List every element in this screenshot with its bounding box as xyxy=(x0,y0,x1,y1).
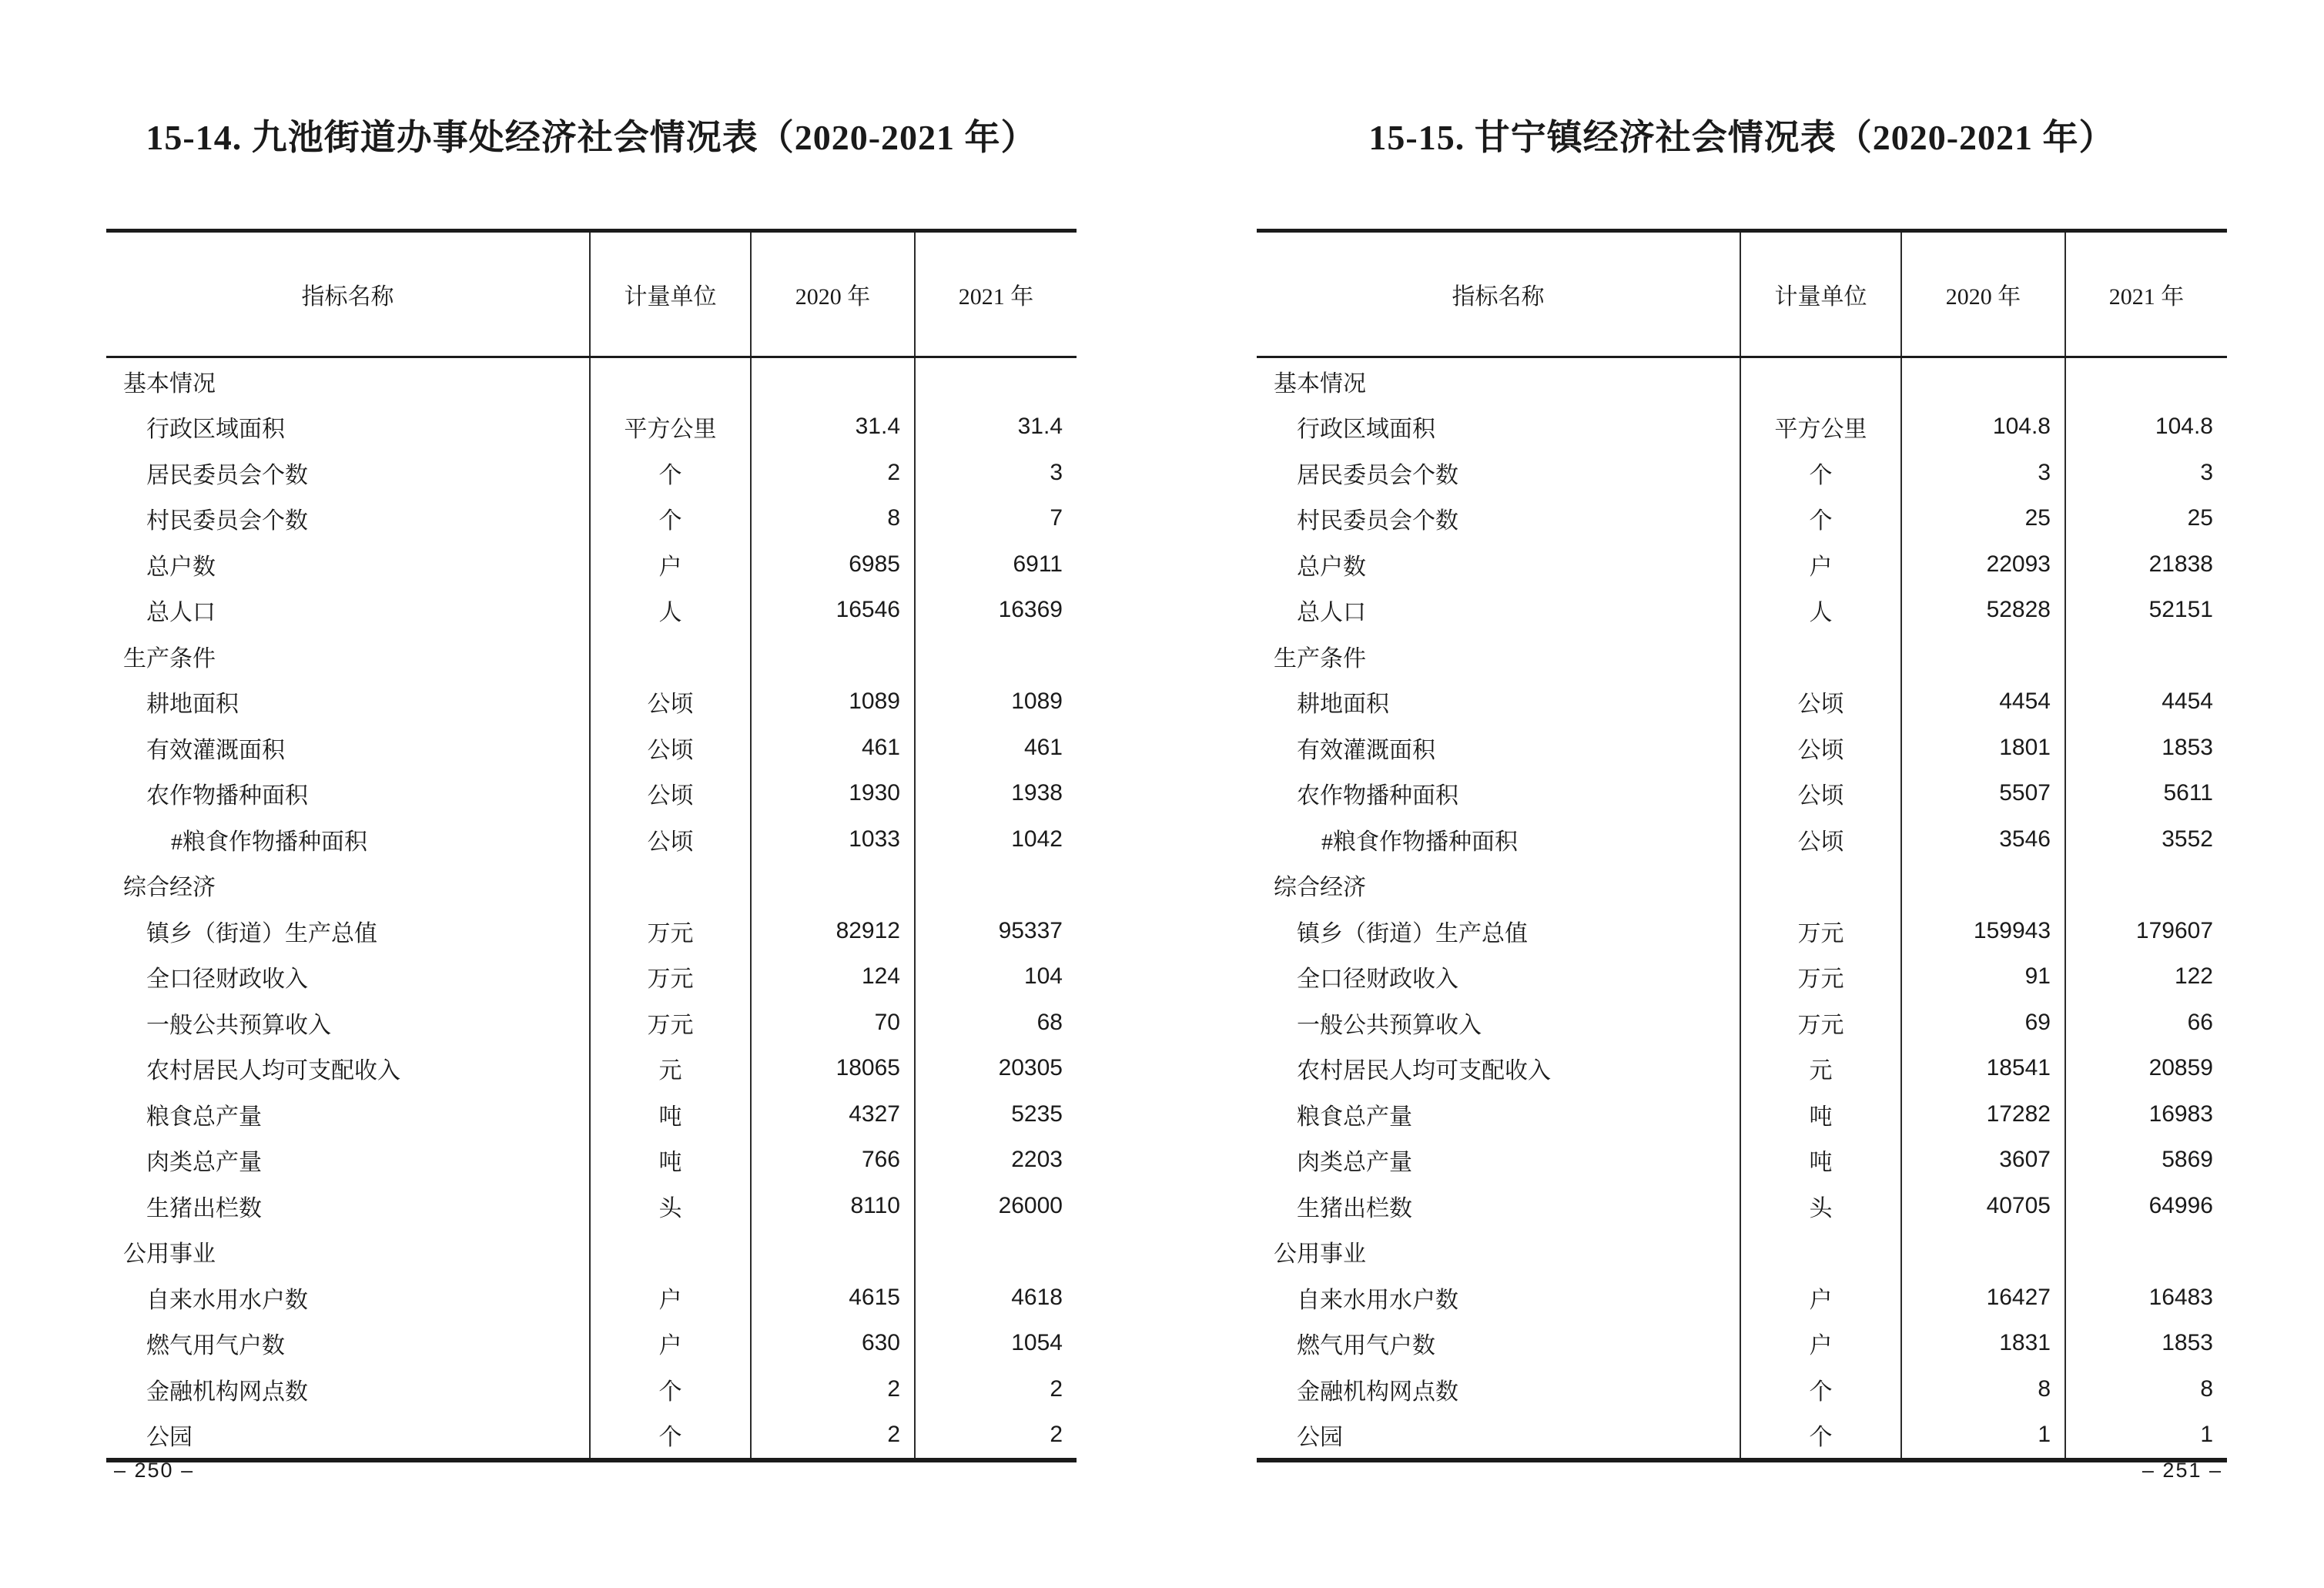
unit-cell xyxy=(589,1229,750,1275)
value-2021: 1042 xyxy=(914,816,1077,863)
value-2021 xyxy=(2064,863,2227,909)
value-2021: 4618 xyxy=(914,1275,1077,1321)
value-2020: 1089 xyxy=(750,679,914,725)
value-2020: 4327 xyxy=(750,1091,914,1137)
value-2021: 122 xyxy=(2064,954,2227,1000)
unit-cell: 公顷 xyxy=(589,771,750,817)
value-2021: 104 xyxy=(914,954,1077,1000)
unit-cell: 公顷 xyxy=(1740,771,1900,817)
value-2020: 17282 xyxy=(1900,1091,2064,1137)
table-row xyxy=(1257,1366,2227,1412)
indicator-label: 总户数 xyxy=(1297,554,1366,580)
indicator-label: 耕地面积 xyxy=(1297,692,1389,718)
table-row xyxy=(1257,908,2227,954)
unit-cell: 万元 xyxy=(1740,908,1900,954)
unit-cell: 平方公里 xyxy=(1740,404,1900,451)
value-2021: 64996 xyxy=(2064,1183,2227,1229)
value-2020: 1930 xyxy=(750,771,914,817)
unit-cell: 个 xyxy=(1740,1412,1900,1459)
table-row xyxy=(106,1366,1077,1412)
value-2020: 2 xyxy=(750,450,914,496)
indicator-label: 总户数 xyxy=(146,554,216,580)
indicator-label: 行政区域面积 xyxy=(1297,417,1435,443)
unit-cell: 个 xyxy=(589,1412,750,1459)
table-row xyxy=(1257,771,2227,817)
table-row xyxy=(106,450,1077,496)
unit-cell xyxy=(589,358,750,404)
indicator-label: 燃气用气户数 xyxy=(1297,1333,1435,1359)
value-2020: 82912 xyxy=(750,908,914,954)
unit-cell: 户 xyxy=(589,1321,750,1367)
page-number: – 251 – xyxy=(2141,1459,2222,1482)
value-2020 xyxy=(750,1229,914,1275)
table-row xyxy=(106,954,1077,1000)
indicator-label: 镇乡（街道）生产总值 xyxy=(1297,920,1528,946)
unit-cell: 户 xyxy=(589,1275,750,1321)
table-row xyxy=(106,1229,1077,1275)
value-2020: 18541 xyxy=(1900,1046,2064,1092)
value-2020: 18065 xyxy=(750,1046,914,1092)
value-2020: 104.8 xyxy=(1900,404,2064,451)
value-2021 xyxy=(2064,1229,2227,1275)
table-row xyxy=(1257,541,2227,588)
value-2021: 16483 xyxy=(2064,1275,2227,1321)
indicator-label: 公园 xyxy=(146,1425,193,1451)
table-row xyxy=(106,1275,1077,1321)
stats-table xyxy=(1257,229,2227,1462)
indicator-label: 有效灌溉面积 xyxy=(1297,737,1435,763)
value-2020 xyxy=(750,863,914,909)
value-2020: 22093 xyxy=(1900,541,2064,588)
value-2020: 3607 xyxy=(1900,1137,2064,1184)
value-2020: 3546 xyxy=(1900,816,2064,863)
table-row xyxy=(106,404,1077,451)
unit-cell: 公顷 xyxy=(589,725,750,771)
value-2021: 25 xyxy=(2064,496,2227,542)
unit-cell: 个 xyxy=(1740,496,1900,542)
value-2020: 70 xyxy=(750,1000,914,1046)
page-title: 15-15. 甘宁镇经济社会情况表（2020-2021 年） xyxy=(1368,118,2115,157)
indicator-label: 肉类总产量 xyxy=(1297,1150,1412,1176)
table-header-row xyxy=(1257,233,2227,358)
value-2020 xyxy=(1900,633,2064,679)
indicator-label: 镇乡（街道）生产总值 xyxy=(146,920,377,946)
value-2021: 4454 xyxy=(2064,679,2227,725)
column-header-2021: 2021 年 xyxy=(914,233,1077,356)
value-2021: 16369 xyxy=(914,588,1077,634)
table-row xyxy=(106,1091,1077,1137)
value-2021: 21838 xyxy=(2064,541,2227,588)
unit-cell: 元 xyxy=(589,1046,750,1092)
value-2020: 2 xyxy=(750,1412,914,1459)
indicator-label: 生产条件 xyxy=(123,645,216,672)
value-2020: 630 xyxy=(750,1321,914,1367)
column-header-2020: 2020 年 xyxy=(1900,233,2064,356)
table-row xyxy=(106,908,1077,954)
table-row xyxy=(1257,496,2227,542)
value-2020: 8 xyxy=(750,496,914,542)
value-2020: 159943 xyxy=(1900,908,2064,954)
indicator-label: 村民委员会个数 xyxy=(1297,508,1458,534)
indicator-label: 公用事业 xyxy=(123,1241,216,1268)
column-header-indicator: 指标名称 xyxy=(1452,284,1545,310)
value-2020: 1 xyxy=(1900,1412,2064,1459)
indicator-label: 有效灌溉面积 xyxy=(146,737,285,763)
unit-cell: 吨 xyxy=(589,1137,750,1184)
unit-cell: 平方公里 xyxy=(589,404,750,451)
value-2021: 1853 xyxy=(2064,1321,2227,1367)
value-2021: 16983 xyxy=(2064,1091,2227,1137)
unit-cell xyxy=(1740,863,1900,909)
indicator-label: 粮食总产量 xyxy=(146,1104,262,1130)
table-row xyxy=(1257,863,2227,909)
indicator-label: 行政区域面积 xyxy=(146,417,285,443)
value-2020: 16427 xyxy=(1900,1275,2064,1321)
unit-cell: 个 xyxy=(1740,450,1900,496)
table-row xyxy=(1257,450,2227,496)
value-2020: 40705 xyxy=(1900,1183,2064,1229)
value-2020 xyxy=(1900,1229,2064,1275)
table-row xyxy=(1257,1321,2227,1367)
indicator-label: 公用事业 xyxy=(1274,1241,1366,1268)
unit-cell: 个 xyxy=(589,496,750,542)
table-row xyxy=(106,1321,1077,1367)
unit-cell: 个 xyxy=(589,450,750,496)
unit-cell xyxy=(589,633,750,679)
table-row xyxy=(1257,633,2227,679)
unit-cell: 公顷 xyxy=(589,679,750,725)
value-2021: 2 xyxy=(914,1366,1077,1412)
page-number: – 250 – xyxy=(114,1459,195,1482)
value-2021: 52151 xyxy=(2064,588,2227,634)
indicator-label: 总人口 xyxy=(146,600,216,626)
indicator-label: 自来水用水户数 xyxy=(1297,1287,1458,1313)
value-2020: 1033 xyxy=(750,816,914,863)
value-2021: 2203 xyxy=(914,1137,1077,1184)
value-2020: 4615 xyxy=(750,1275,914,1321)
indicator-label: 综合经济 xyxy=(1274,875,1366,901)
table-row xyxy=(106,633,1077,679)
value-2021: 1054 xyxy=(914,1321,1077,1367)
value-2020: 124 xyxy=(750,954,914,1000)
unit-cell: 万元 xyxy=(1740,954,1900,1000)
value-2020: 6985 xyxy=(750,541,914,588)
value-2021: 3 xyxy=(914,450,1077,496)
unit-cell: 户 xyxy=(1740,1321,1900,1367)
value-2020: 3 xyxy=(1900,450,2064,496)
indicator-label: 一般公共预算收入 xyxy=(146,1012,331,1038)
unit-cell xyxy=(1740,633,1900,679)
indicator-label: #粮食作物播种面积 xyxy=(171,829,367,855)
table-row xyxy=(106,816,1077,863)
value-2021 xyxy=(2064,633,2227,679)
table-row xyxy=(1257,679,2227,725)
indicator-label: 农作物播种面积 xyxy=(1297,783,1458,809)
table-row xyxy=(1257,1137,2227,1184)
table-row xyxy=(1257,1183,2227,1229)
unit-cell: 元 xyxy=(1740,1046,1900,1092)
column-header-2020: 2020 年 xyxy=(750,233,914,356)
indicator-label: 金融机构网点数 xyxy=(1297,1379,1458,1405)
table-row xyxy=(106,725,1077,771)
indicator-label: 综合经济 xyxy=(123,875,216,901)
value-2021: 5235 xyxy=(914,1091,1077,1137)
value-2020: 25 xyxy=(1900,496,2064,542)
table-row xyxy=(106,771,1077,817)
table-row xyxy=(106,358,1077,404)
value-2021: 1938 xyxy=(914,771,1077,817)
value-2020: 69 xyxy=(1900,1000,2064,1046)
table-row xyxy=(1257,1000,2227,1046)
table-body xyxy=(1257,358,2227,1458)
unit-cell: 头 xyxy=(1740,1183,1900,1229)
indicator-label: 肉类总产量 xyxy=(146,1150,262,1176)
value-2021: 2 xyxy=(914,1412,1077,1459)
column-header-unit: 计量单位 xyxy=(1740,233,1900,356)
table-row xyxy=(1257,954,2227,1000)
indicator-label: 村民委员会个数 xyxy=(146,508,308,534)
value-2021 xyxy=(914,633,1077,679)
page-left xyxy=(106,0,1077,1588)
table-row xyxy=(1257,404,2227,451)
value-2021: 8 xyxy=(2064,1366,2227,1412)
value-2021: 5869 xyxy=(2064,1137,2227,1184)
value-2020 xyxy=(1900,358,2064,404)
table-row xyxy=(1257,1229,2227,1275)
table-row xyxy=(106,496,1077,542)
value-2020: 461 xyxy=(750,725,914,771)
value-2020: 5507 xyxy=(1900,771,2064,817)
unit-cell: 公顷 xyxy=(589,816,750,863)
unit-cell xyxy=(1740,1229,1900,1275)
table-row xyxy=(1257,816,2227,863)
unit-cell: 万元 xyxy=(1740,1000,1900,1046)
value-2021: 20859 xyxy=(2064,1046,2227,1092)
unit-cell: 吨 xyxy=(1740,1137,1900,1184)
page-right xyxy=(1257,0,2227,1588)
value-2020: 91 xyxy=(1900,954,2064,1000)
value-2021: 31.4 xyxy=(914,404,1077,451)
table-row xyxy=(1257,358,2227,404)
value-2021: 3 xyxy=(2064,450,2227,496)
table-row xyxy=(1257,1412,2227,1459)
table-row xyxy=(106,863,1077,909)
table-row xyxy=(106,679,1077,725)
stats-table xyxy=(106,229,1077,1462)
indicator-label: 农村居民人均可支配收入 xyxy=(1297,1058,1551,1084)
table-header-row xyxy=(106,233,1077,358)
value-2021: 1089 xyxy=(914,679,1077,725)
value-2020: 16546 xyxy=(750,588,914,634)
value-2020 xyxy=(750,358,914,404)
column-header-2021: 2021 年 xyxy=(2064,233,2227,356)
indicator-label: 基本情况 xyxy=(123,370,216,397)
unit-cell xyxy=(1740,358,1900,404)
indicator-label: 生产条件 xyxy=(1274,645,1366,672)
value-2020: 766 xyxy=(750,1137,914,1184)
value-2021: 1 xyxy=(2064,1412,2227,1459)
unit-cell: 万元 xyxy=(589,908,750,954)
table-row xyxy=(1257,1046,2227,1092)
indicator-label: 生猪出栏数 xyxy=(146,1195,262,1221)
unit-cell: 个 xyxy=(1740,1366,1900,1412)
indicator-label: 耕地面积 xyxy=(146,692,239,718)
value-2020 xyxy=(750,633,914,679)
value-2020: 31.4 xyxy=(750,404,914,451)
indicator-label: 居民委员会个数 xyxy=(1297,462,1458,488)
value-2021: 104.8 xyxy=(2064,404,2227,451)
indicator-label: 公园 xyxy=(1297,1425,1343,1451)
unit-cell: 公顷 xyxy=(1740,679,1900,725)
unit-cell: 人 xyxy=(1740,588,1900,634)
indicator-label: 总人口 xyxy=(1297,600,1366,626)
indicator-label: 基本情况 xyxy=(1274,370,1366,397)
unit-cell: 吨 xyxy=(1740,1091,1900,1137)
unit-cell: 个 xyxy=(589,1366,750,1412)
indicator-label: 生猪出栏数 xyxy=(1297,1195,1412,1221)
unit-cell: 公顷 xyxy=(1740,725,1900,771)
unit-cell: 人 xyxy=(589,588,750,634)
table-row xyxy=(106,541,1077,588)
column-header-unit: 计量单位 xyxy=(589,233,750,356)
table-row xyxy=(106,1137,1077,1184)
unit-cell: 吨 xyxy=(589,1091,750,1137)
value-2021: 95337 xyxy=(914,908,1077,954)
value-2021 xyxy=(914,358,1077,404)
table-row xyxy=(1257,725,2227,771)
indicator-label: 农作物播种面积 xyxy=(146,783,308,809)
indicator-label: 一般公共预算收入 xyxy=(1297,1012,1482,1038)
value-2020 xyxy=(1900,863,2064,909)
value-2020: 1801 xyxy=(1900,725,2064,771)
column-header-indicator: 指标名称 xyxy=(301,284,394,310)
unit-cell: 公顷 xyxy=(1740,816,1900,863)
value-2021 xyxy=(914,1229,1077,1275)
value-2021: 66 xyxy=(2064,1000,2227,1046)
indicator-label: 居民委员会个数 xyxy=(146,462,308,488)
table-row xyxy=(106,588,1077,634)
indicator-label: 农村居民人均可支配收入 xyxy=(146,1058,400,1084)
indicator-label: 全口径财政收入 xyxy=(146,967,308,993)
value-2021 xyxy=(2064,358,2227,404)
table-row xyxy=(106,1183,1077,1229)
table-row xyxy=(1257,1091,2227,1137)
unit-cell: 万元 xyxy=(589,954,750,1000)
value-2021: 179607 xyxy=(2064,908,2227,954)
value-2020: 4454 xyxy=(1900,679,2064,725)
table-row xyxy=(106,1046,1077,1092)
unit-cell: 户 xyxy=(1740,1275,1900,1321)
value-2021: 20305 xyxy=(914,1046,1077,1092)
value-2021: 1853 xyxy=(2064,725,2227,771)
indicator-label: 自来水用水户数 xyxy=(146,1287,308,1313)
indicator-label: 全口径财政收入 xyxy=(1297,967,1458,993)
unit-cell xyxy=(589,863,750,909)
indicator-label: 粮食总产量 xyxy=(1297,1104,1412,1130)
table-row xyxy=(106,1000,1077,1046)
unit-cell: 万元 xyxy=(589,1000,750,1046)
table-row xyxy=(1257,1275,2227,1321)
unit-cell: 头 xyxy=(589,1183,750,1229)
indicator-label: #粮食作物播种面积 xyxy=(1321,829,1518,855)
value-2020: 52828 xyxy=(1900,588,2064,634)
value-2021: 5611 xyxy=(2064,771,2227,817)
value-2021: 461 xyxy=(914,725,1077,771)
value-2020: 8110 xyxy=(750,1183,914,1229)
value-2020: 8 xyxy=(1900,1366,2064,1412)
unit-cell: 户 xyxy=(589,541,750,588)
value-2021: 68 xyxy=(914,1000,1077,1046)
indicator-label: 燃气用气户数 xyxy=(146,1333,285,1359)
unit-cell: 户 xyxy=(1740,541,1900,588)
value-2021: 6911 xyxy=(914,541,1077,588)
page-title: 15-14. 九池街道办事处经济社会情况表（2020-2021 年） xyxy=(146,118,1037,157)
table-body xyxy=(106,358,1077,1458)
table-row xyxy=(106,1412,1077,1459)
value-2021: 3552 xyxy=(2064,816,2227,863)
value-2021: 7 xyxy=(914,496,1077,542)
indicator-label: 金融机构网点数 xyxy=(146,1379,308,1405)
table-row xyxy=(1257,588,2227,634)
value-2021 xyxy=(914,863,1077,909)
value-2020: 1831 xyxy=(1900,1321,2064,1367)
value-2021: 26000 xyxy=(914,1183,1077,1229)
value-2020: 2 xyxy=(750,1366,914,1412)
